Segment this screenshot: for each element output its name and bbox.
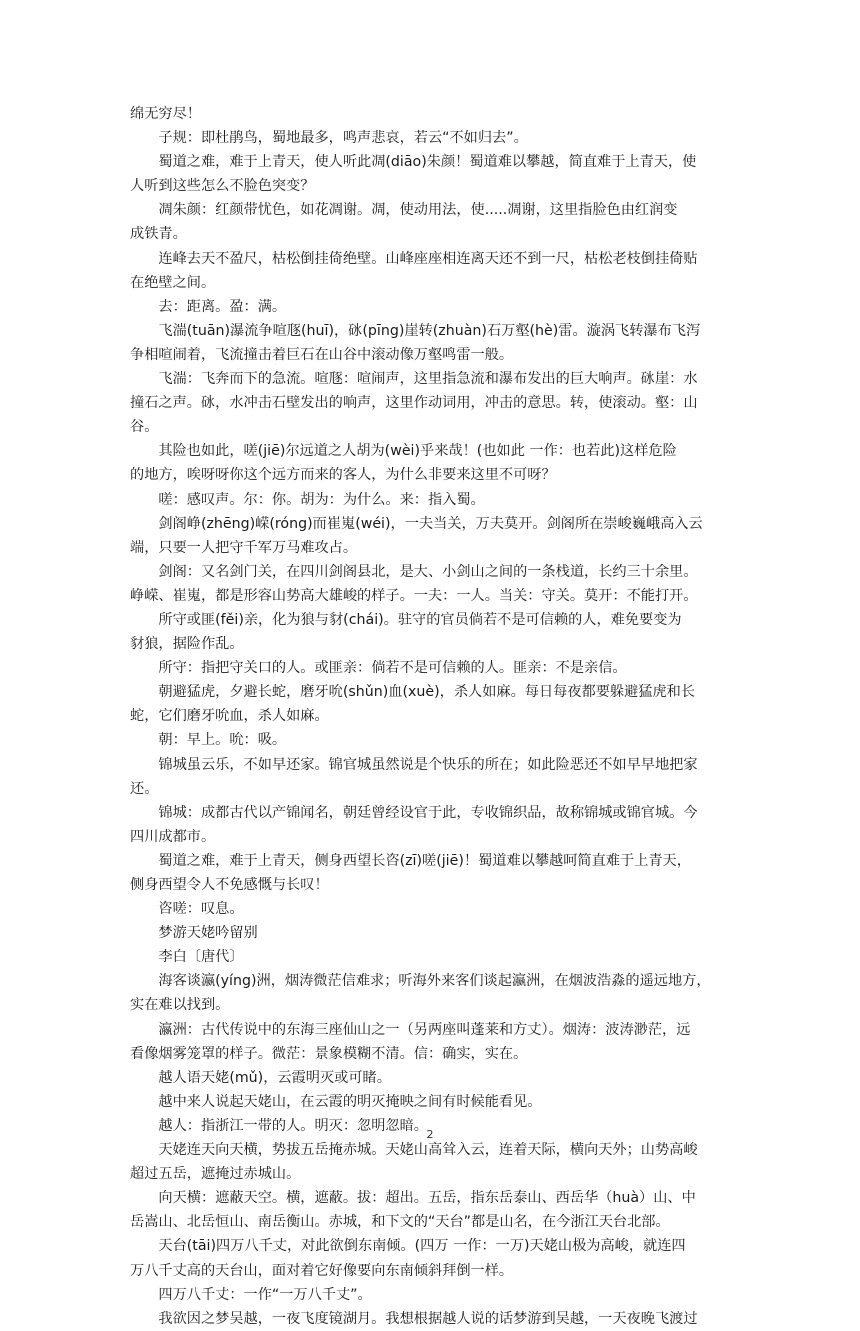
text-line: 连峰去天不盈尺，枯松倒挂倚绝壁。山峰座座相连离天还不到一尺，枯松老枝倒挂倚贴 bbox=[130, 250, 698, 267]
text-line: 所守或匪(fěi)亲，化为狼与豺(chái)。驻守的官员倘若不是可信赖的人，难免要变为 bbox=[130, 611, 682, 628]
text-line: 瀛洲：古代传说中的东海三座仙山之一（另两座叫蓬莱和方丈）。烟涛：波涛渺茫，远 bbox=[130, 1021, 691, 1038]
text-line: 飞湍：飞奔而下的急流。喧豗：喧闹声，这里指急流和瀑布发出的巨大响声。砯崖：水 bbox=[130, 371, 698, 388]
page-number: 2 bbox=[426, 1128, 434, 1141]
text-line: 天台(tāi)四万八千丈，对此欲倒东南倾。(四万 一作：一万)天姥山极为高峻，就连四 bbox=[130, 1238, 686, 1255]
document-body bbox=[130, 102, 726, 1331]
text-line: 凋朱颜：红颜带忧色，如花凋谢。凋，使动用法，使.....凋谢，这里指脸色由红润变 bbox=[130, 202, 678, 219]
text-line: 万八千丈高的天台山，面对着它好像要向东南倾斜拜倒一样。 bbox=[130, 1262, 514, 1279]
text-line: 侧身西望令人不免感慨与长叹！ bbox=[130, 877, 329, 893]
text-line: 人听到这些怎么不脸色突变？ bbox=[130, 178, 315, 195]
text-line: 朝避猛虎，夕避长蛇，磨牙吮(shǔn)血(xuè)，杀人如麻。每日每夜都要躲避猛虎和长 bbox=[130, 684, 696, 701]
text-line: 争相喧闹着，飞流撞击着巨石在山谷中滚动像万壑鸣雷一般。 bbox=[130, 346, 514, 363]
text-line: 撞石之声。砯，水冲击石壁发出的响声，这里作动词用，冲击的意思。转，使滚动。壑：山 bbox=[130, 395, 698, 412]
text-line: 锦城：成都古代以产锦闻名，朝廷曾经设官于此，专收锦织品，故称锦城或锦官城。今 bbox=[130, 804, 698, 821]
text-line: 蜀道之难，难于上青天，侧身西望长咨(zī)嗟(jiē)！蜀道难以攀越呵简直难于上青天， bbox=[130, 852, 691, 869]
text-line: 绵无穷尽！ bbox=[130, 106, 201, 122]
text-line: 海客谈瀛(yíng)洲，烟涛微茫信难求；听海外来客们谈起瀛洲，在烟波浩淼的遥远地方， bbox=[130, 973, 711, 990]
text-line: 我欲因之梦吴越，一夜飞度镜湖月。我想根据越人说的话梦游到吴越，一天夜晚飞渡过 bbox=[130, 1310, 698, 1327]
text-line: 实在难以找到。 bbox=[130, 997, 230, 1014]
text-line: 李白〔唐代〕 bbox=[130, 949, 244, 966]
text-line: 端，只要一人把守千军万马难攻占。 bbox=[130, 539, 358, 556]
text-line: 子规：即杜鹃鸟，蜀地最多，鸣声悲哀，若云“不如归去”。 bbox=[130, 130, 528, 147]
text-line: 剑阁峥(zhēng)嵘(róng)而崔嵬(wéi)，一夫当关，万夫莫开。剑阁所在崇峻巍峨高入云 bbox=[130, 515, 703, 532]
text-line: 四万八千丈：一作“一万八千丈”。 bbox=[130, 1286, 372, 1303]
text-line: 蛇，它们磨牙吮血，杀人如麻。 bbox=[130, 708, 329, 725]
text-line: 向天横：遮蔽天空。横，遮蔽。拔：超出。五岳，指东岳泰山、西岳华（huà）山、中 bbox=[130, 1190, 696, 1207]
text-line: 天姥连天向天横，势拔五岳掩赤城。天姥山高耸入云，连着天际，横向天外；山势高峻 bbox=[130, 1142, 698, 1159]
text-line: 所守：指把守关口的人。或匪亲：倘若不是可信赖的人。匪亲：不是亲信。 bbox=[130, 660, 627, 677]
text-line: 梦游天姥吟留别 bbox=[130, 925, 258, 942]
text-line: 去：距离。盈：满。 bbox=[130, 298, 287, 315]
text-line: 蜀道之难，难于上青天，使人听此凋(diāo)朱颜！蜀道难以攀越，简直难于上青天，使 bbox=[130, 154, 697, 171]
text-line: 谷。 bbox=[130, 419, 159, 436]
text-line: 咨嗟：叹息。 bbox=[130, 901, 244, 918]
text-line: 锦城虽云乐，不如早还家。锦官城虽然说是个快乐的所在；如此险恶还不如早早地把家 bbox=[130, 756, 698, 773]
text-line: 岳嵩山、北岳恒山、南岳衡山。赤城，和下文的“天台”都是山名，在今浙江天台北部。 bbox=[130, 1214, 670, 1231]
text-line: 的地方，唉呀呀你这个远方而来的客人，为什么非要来这里不可呀？ bbox=[130, 467, 556, 484]
text-line: 其险也如此，嗟(jiē)尔远道之人胡为(wèi)乎来哉！(也如此 一作：也若此)这样危险 bbox=[130, 443, 677, 460]
text-line: 朝：早上。吮：吸。 bbox=[130, 732, 287, 749]
text-line: 越人：指浙江一带的人。明灭：忽明忽暗。 bbox=[130, 1117, 428, 1134]
text-line: 峥嵘、崔嵬，都是形容山势高大雄峻的样子。一夫：一人。当关：守关。莫开：不能打开。 bbox=[130, 587, 698, 604]
text-line: 剑阁：又名剑门关，在四川剑阁县北，是大、小剑山之间的一条栈道，长约三十余里。 bbox=[130, 563, 698, 580]
text-line: 豺狼，据险作乱。 bbox=[130, 636, 244, 653]
text-line: 越中来人说起天姥山，在云霞的明灭掩映之间有时候能看见。 bbox=[130, 1093, 542, 1110]
text-line: 还。 bbox=[130, 780, 159, 797]
text-line: 看像烟雾笼罩的样子。微茫：景象模糊不清。信：确实，实在。 bbox=[130, 1045, 528, 1062]
text-line: 成铁青。 bbox=[130, 226, 187, 243]
text-line: 四川成都市。 bbox=[130, 828, 216, 845]
text-line: 飞湍(tuān)瀑流争喧豗(huī)，砯(pīng)崖转(zhuàn)石万壑(hè)雷。漩涡飞转瀑布飞泻 bbox=[130, 322, 701, 339]
text-line: 嗟：感叹声。尔：你。胡为：为什么。来：指入蜀。 bbox=[130, 491, 485, 508]
text-line: 超过五岳，遮掩过赤城山。 bbox=[130, 1166, 301, 1183]
text-line: 在绝壁之间。 bbox=[130, 274, 216, 291]
text-line: 越人语天姥(mǔ)，云霞明灭或可睹。 bbox=[130, 1069, 391, 1086]
